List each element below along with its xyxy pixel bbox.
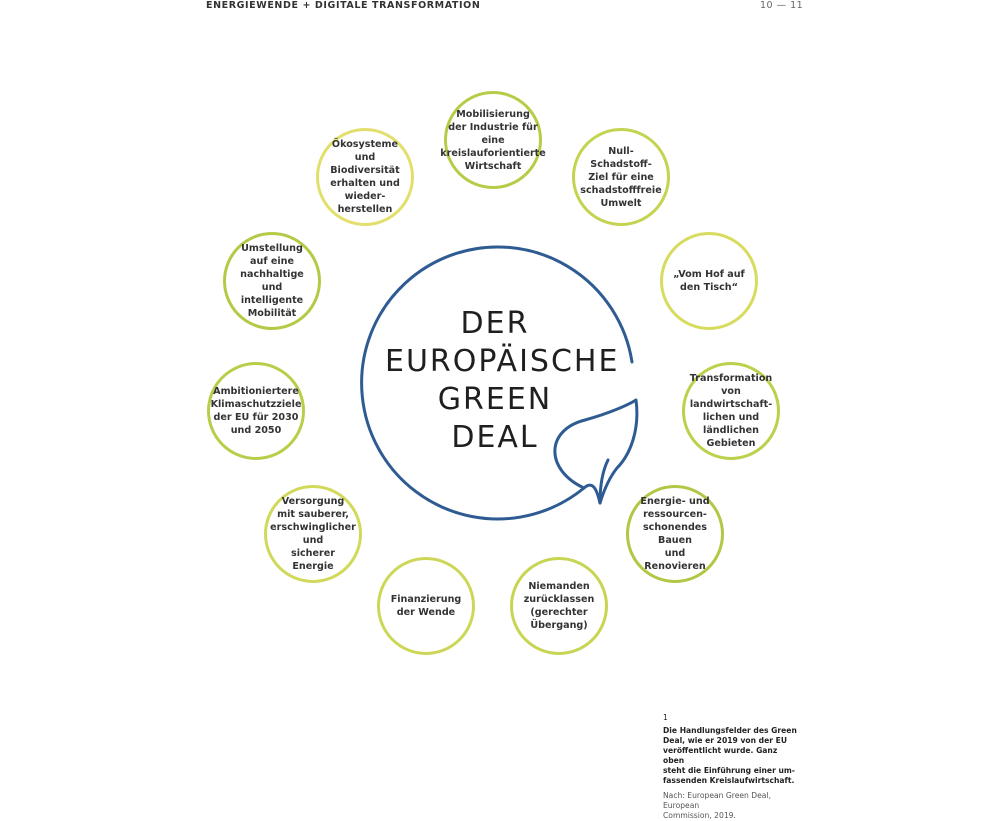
node-gerechter-uebergang bbox=[510, 557, 608, 655]
node-label: Ökosysteme und Biodiversität erhalten und wieder- herstellen bbox=[330, 139, 400, 215]
node-finanzierung bbox=[377, 557, 475, 655]
caption-text: Die Handlungsfelder des Green Deal, wie er 2019 von der EU veröffentlicht wurde. Ganz oben steht die Einführung einer um- fassenden Kreislaufwirtschaft. bbox=[663, 726, 797, 785]
center-title: DER EUROPÄISCHE GREEN DEAL bbox=[385, 306, 620, 455]
node-label: Umstellung auf eine nachhaltige und intelligente Mobilität bbox=[240, 243, 304, 319]
page-numbers: 10 — 11 bbox=[760, 0, 804, 11]
caption-source: Nach: European Green Deal, European Commission, 2019. bbox=[663, 791, 771, 820]
node-label: Versorgung mit sauberer, erschwinglicher und sicherer Energie bbox=[270, 496, 356, 572]
node-kreislaufwirtschaft bbox=[440, 91, 546, 189]
node-label: Finanzierung der Wende bbox=[390, 594, 462, 618]
node-saubere-energie bbox=[264, 485, 362, 583]
node-label: Mobilisierung der Industrie für eine kreislauforientierte Wirtschaft bbox=[440, 108, 546, 172]
running-header-title: ENERGIEWENDE + DIGITALE TRANSFORMATION bbox=[206, 0, 481, 11]
node-label: Null-Schadstoff- Ziel für eine schadstofffreie Umwelt bbox=[580, 145, 662, 209]
figure-caption bbox=[663, 713, 798, 821]
node-mobilitaet bbox=[223, 232, 321, 330]
node-label: Ambitioniertere Klimaschutzziele der EU für 2030 und 2050 bbox=[210, 386, 302, 436]
node-oekosysteme bbox=[316, 128, 414, 226]
node-label: „Vom Hof auf den Tisch“ bbox=[673, 269, 745, 293]
node-laendliche-gebiete bbox=[682, 362, 780, 460]
node-null-schadstoff bbox=[572, 128, 670, 226]
node-klimaschutzziele bbox=[207, 362, 305, 460]
node-label: Niemanden zurücklassen (gerechter Übergang) bbox=[523, 581, 595, 631]
figure-number: 1 bbox=[663, 713, 668, 722]
node-label: Energie- und ressourcen- schonendes Bauen und Renovieren bbox=[640, 496, 710, 572]
node-vom-hof-auf-den-tisch bbox=[660, 232, 758, 330]
node-bauen-renovieren bbox=[626, 485, 724, 583]
node-label: Transformation von landwirtschaft- lichen und ländlichen Gebieten bbox=[689, 373, 773, 449]
